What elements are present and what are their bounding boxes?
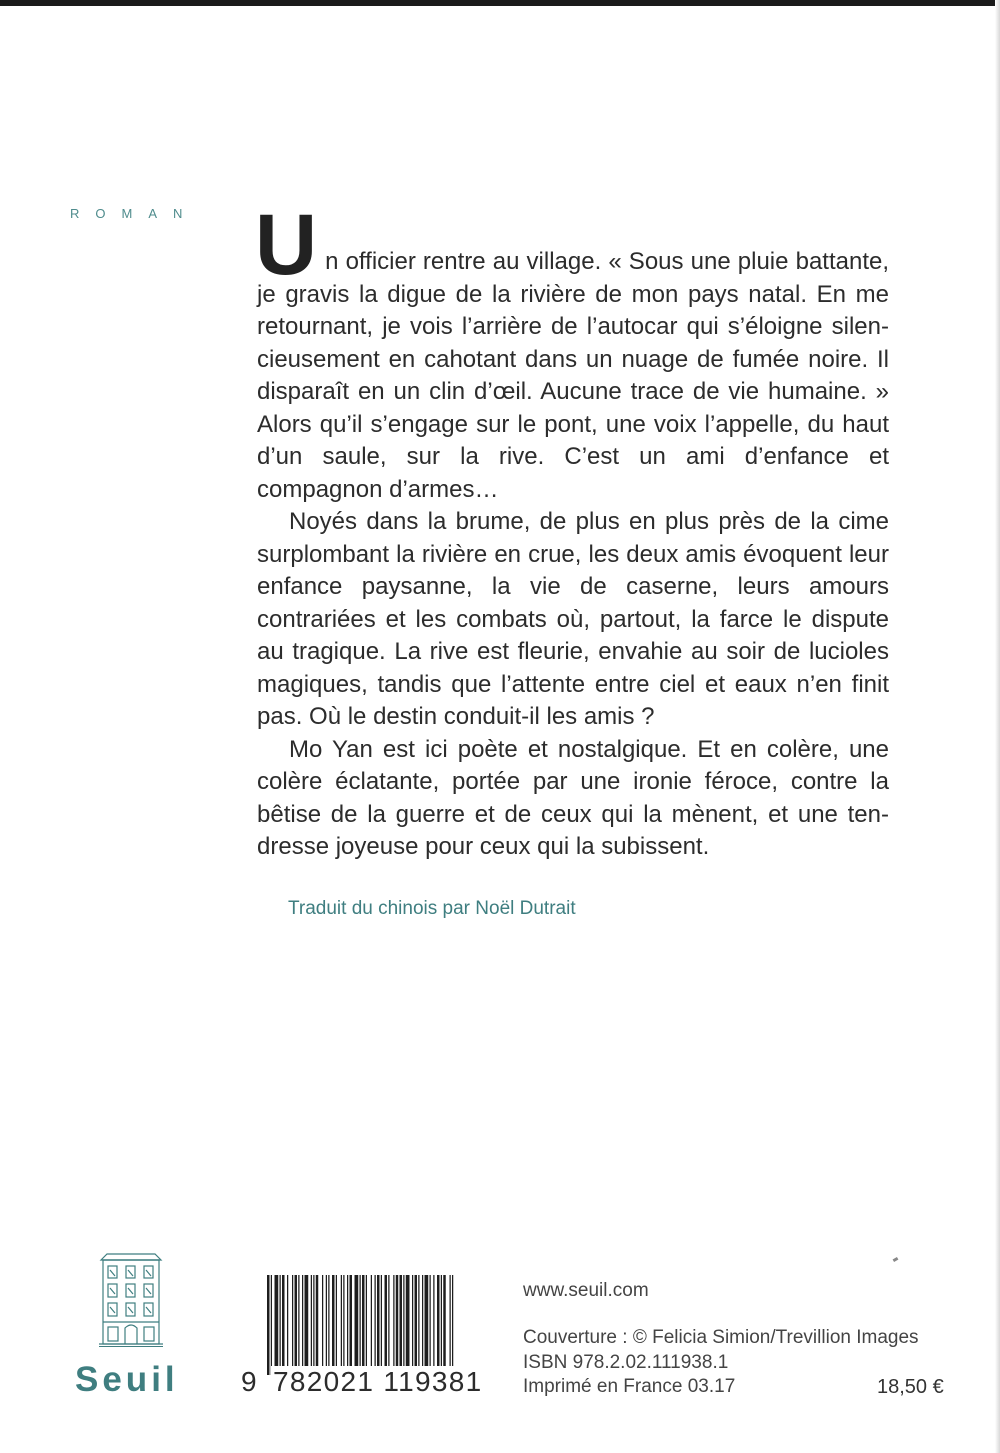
barcode-bar: [355, 1275, 359, 1367]
cover-top-edge: [0, 0, 1000, 6]
barcode-bar: [443, 1275, 446, 1367]
barcode-bar: [271, 1275, 272, 1375]
barcode-bar: [341, 1275, 342, 1367]
barcode-bar: [302, 1275, 303, 1367]
printed-info: Imprimé en France 03.17: [523, 1376, 736, 1397]
barcode-bar: [322, 1275, 323, 1367]
genre-label: ROMAN: [70, 206, 199, 221]
barcode-first-digit: 9: [241, 1366, 258, 1397]
barcode-bar: [430, 1275, 431, 1367]
barcode-bar: [295, 1275, 298, 1367]
blurb-paragraph-1: [255, 197, 889, 506]
blurb-paragraph-2: Noyés dans la brume, de plus en plus près de la cime surplombant la rivière en crue, les deux amis évoquent leur enfance paysanne, la vie de caserne, leurs amours contrariées et les combats où, partout, la farce le dispute au tragique. La rive est fleurie, envahie au soir de lucioles magiques, tandis que l’attente entre ciel et eaux n’en finit pas. Où le destin conduit-il les amis ?: [257, 508, 889, 730]
barcode-number: 782021 119381: [273, 1366, 483, 1397]
barcode-bar: [425, 1275, 429, 1367]
price-label: 18,50 €: [877, 1376, 944, 1398]
barcode-bar: [418, 1275, 419, 1367]
barcode-bar: [452, 1275, 453, 1375]
barcode-bar: [375, 1275, 376, 1367]
barcode-bars: [241, 1275, 503, 1375]
publisher-website: www.seuil.com: [523, 1280, 649, 1301]
barcode-bar: [282, 1275, 285, 1367]
barcode-bar: [362, 1275, 365, 1375]
cover-right-edge: [995, 0, 1000, 1453]
barcode-bar: [422, 1275, 423, 1367]
barcode-bar: [267, 1275, 270, 1375]
isbn-text: ISBN 978.2.02.111938.1: [523, 1352, 729, 1373]
barcode-bar: [393, 1275, 394, 1367]
barcode-bar: [385, 1275, 388, 1367]
barcode-bar: [275, 1275, 279, 1367]
barcode-bar: [400, 1275, 403, 1367]
blurb-paragraph-1-text: n officier rentre au village. « Sous une pluie battante, je gravis la digue de la rivière de mon pays natal. En me retournant, je vois l’arrière de l’autocar qui s’éloigne silencieusement en cahotant dans un nuage de fumée noire. Il disparaît en un clin d’œil. Aucune trace de vie humaine. » Alors qu’il s’engage sur le pont, une voix l’appelle, du haut d’un saule, sur la rive. C’est un ami d’enfance et compagnon d’armes…: [257, 248, 889, 503]
building-sketch-icon: [97, 1250, 165, 1358]
barcode-bar: [381, 1275, 382, 1367]
drop-cap: U: [255, 197, 318, 293]
barcode-bar: [441, 1275, 442, 1367]
barcode-bar: [311, 1275, 312, 1367]
barcode-bar: [328, 1275, 329, 1367]
barcode-bar: [316, 1275, 319, 1367]
blurb-text: [255, 197, 889, 864]
publisher-logo-building-icon: [97, 1250, 165, 1358]
barcode-bar: [280, 1275, 281, 1367]
barcode-bar: [377, 1275, 380, 1367]
barcode-bar: [336, 1275, 337, 1367]
barcode-bar: [326, 1275, 327, 1367]
translator-credit: Traduit du chinois par Noël Dutrait: [288, 898, 576, 919]
barcode-bar: [415, 1275, 418, 1367]
barcode-bar: [343, 1275, 344, 1367]
barcode-bar: [388, 1275, 389, 1367]
barcode-bar: [450, 1275, 451, 1367]
blurb-paragraph-3: Mo Yan est ici poète et nostalgique. Et en colère, une colère éclatante, portée par une ironie féroce, contre la bêtise de la guerre et de ceux qui la mènent, et une tendresse joyeuse pour ceux qui la subissent.: [257, 735, 889, 860]
print-speck: [893, 1257, 899, 1262]
barcode-bar: [412, 1275, 413, 1367]
cover-credit: Couverture : © Felicia Simion/Trevillion Images: [523, 1327, 919, 1348]
barcode-bar: [292, 1275, 293, 1367]
barcode-bar: [287, 1275, 288, 1367]
barcode-bar: [403, 1275, 404, 1367]
barcode-bar: [371, 1275, 372, 1367]
barcode-bar: [332, 1275, 335, 1367]
barcode-bar: [406, 1275, 410, 1367]
barcode-bar: [433, 1275, 434, 1367]
barcode-bar: [305, 1275, 309, 1367]
barcode-bar: [396, 1275, 399, 1367]
barcode-bar: [298, 1275, 299, 1367]
barcode-bar: [347, 1275, 348, 1367]
barcode-bar: [360, 1275, 361, 1375]
barcode-bar: [366, 1275, 367, 1367]
publisher-name: Seuil: [75, 1360, 179, 1399]
barcode-bar: [313, 1275, 314, 1367]
barcode-bar: [350, 1275, 353, 1367]
barcode-bar: [437, 1275, 440, 1367]
